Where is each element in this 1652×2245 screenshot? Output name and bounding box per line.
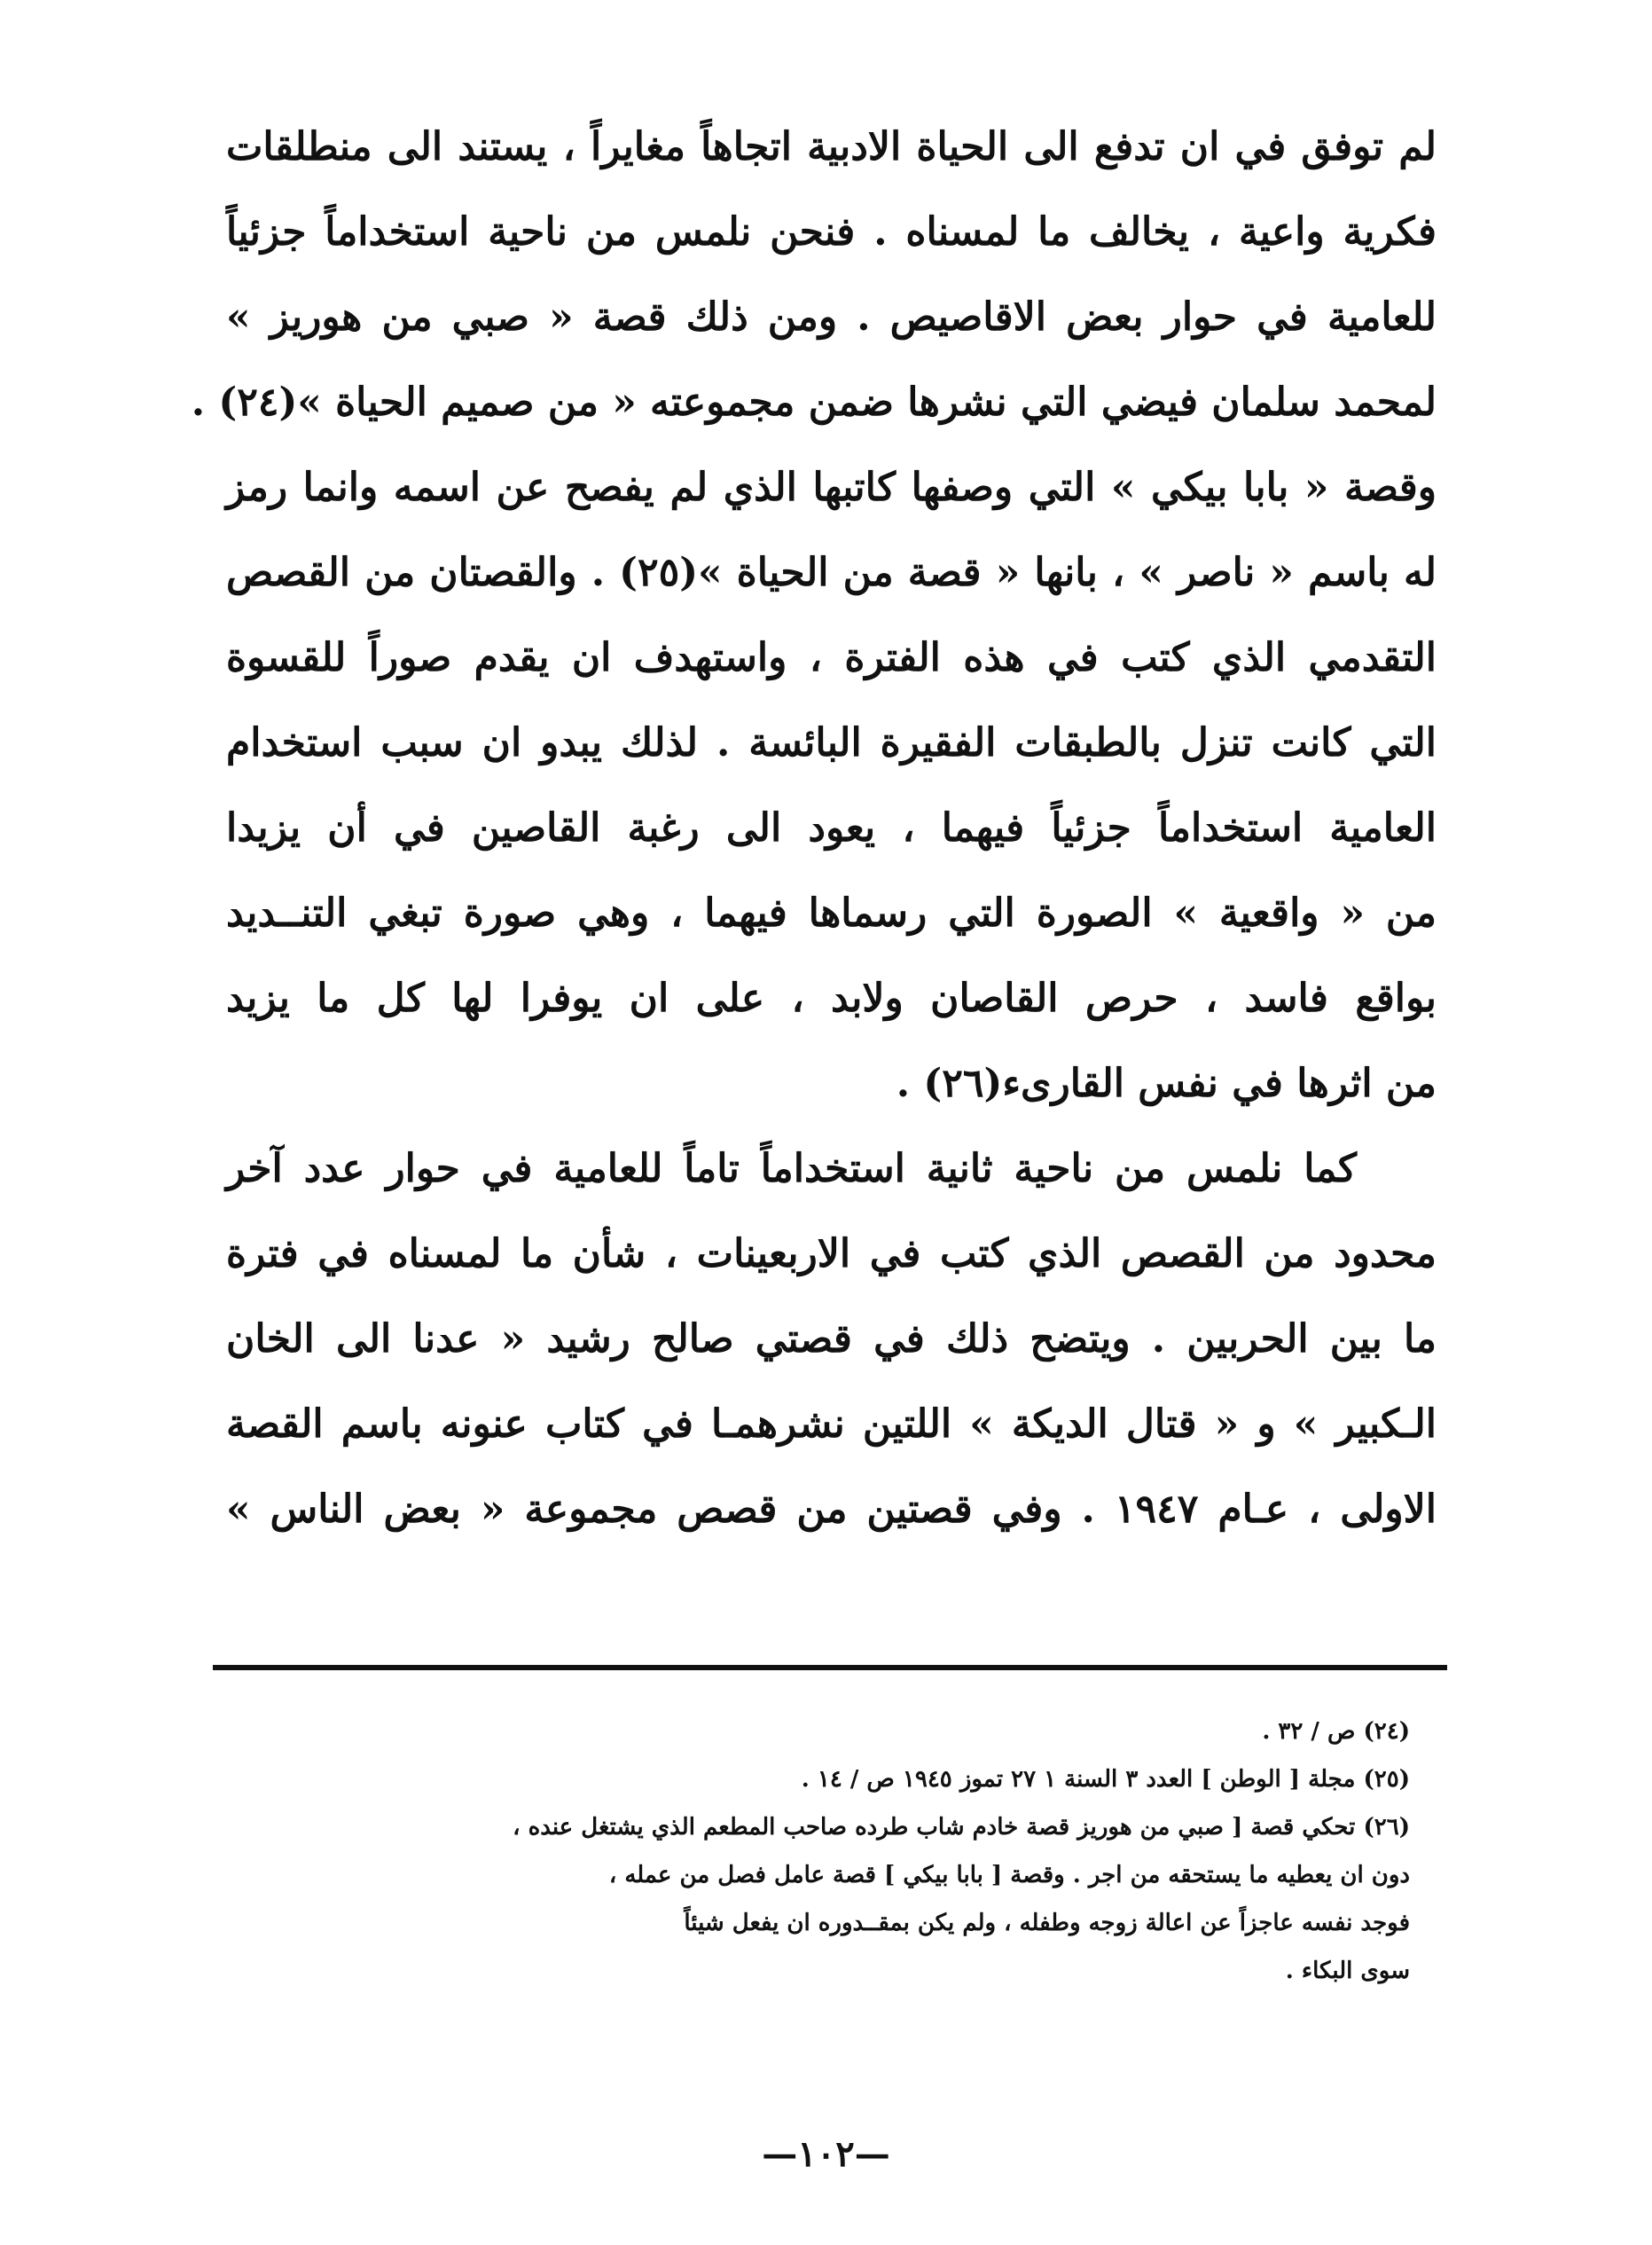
body-line: ما بين الحربين . ويتضح ذلك في قصتي صالح رشيد « عدنا الى الخان xyxy=(226,1316,1437,1362)
body-line: لم توفق في ان تدفع الى الحياة الادبية اتجاهاً مغايراً ، يستند الى منطلقات xyxy=(226,124,1437,169)
body-line: التقدمي الذي كتب في هذه الفترة ، واستهدف ان يقدم صوراً للقسوة xyxy=(226,635,1437,680)
footnote-text: (٢٥) مجلة [ الوطن ] العدد ٣ السنة ١ ٢٧ تموز ١٩٤٥ ص / ١٤ . xyxy=(801,1766,1410,1793)
body-line: العامية استخداماً جزئياً فيهما ، يعود الى رغبة القاصين في أن يزيدا xyxy=(226,805,1437,851)
body-line: للعامية في حوار بعض الاقاصيص . ومن ذلك قصة « صبي من هوريز » xyxy=(226,294,1437,340)
body-line: الـكبير » و « قتال الديكة » اللتين نشرهمـا في كتاب عنونه باسم القصة xyxy=(226,1401,1437,1447)
footnote-text: فوجد نفسه عاجزاً عن اعالة زوجه وطفله ، ولم يكن بمقــدوره ان يفعل شيئاً xyxy=(684,1910,1410,1936)
body-line: لمحمد سلمان فيضي التي نشرها ضمن مجموعته « من صميم الحياة »(٢٤) . xyxy=(191,380,1437,425)
footnotes xyxy=(222,1707,1410,1995)
body-text xyxy=(191,105,1437,1552)
body-line: التي كانت تنزل بالطبقات الفقيرة البائسة . لذلك يبدو ان سبب استخدام xyxy=(226,720,1437,765)
footnote-divider xyxy=(213,1665,1447,1670)
footnote-24 xyxy=(222,1707,1410,1755)
footnote-text: (٢٦) تحكي قصة [ صبي من هوريز قصة خادم شاب طرده صاحب المطعم الذي يشتغل عنده ، xyxy=(513,1814,1410,1841)
body-line: وقصة « بابا بيكي » التي وصفها كاتبها الذي لم يفصح عن اسمه وانما رمز xyxy=(226,465,1437,510)
body-line: من اثرها في نفس القارىء(٢٦) . xyxy=(896,1061,1437,1106)
body-line: من « واقعية » الصورة التي رسماها فيهما ، وهي صورة تبغي التنــديد xyxy=(226,891,1437,936)
footnote-26 xyxy=(222,1803,1410,1995)
footnote-text: سوى البكاء . xyxy=(1285,1958,1410,1984)
body-line: فكرية واعية ، يخالف ما لمسناه . فنحن نلمس من ناحية استخداماً جزئياً xyxy=(226,209,1437,255)
footnote-25 xyxy=(222,1755,1410,1803)
body-line: كما نلمس من ناحية ثانية استخداماً تاماً للعامية في حوار عدد آخر xyxy=(226,1146,1357,1191)
body-line: محدود من القصص الذي كتب في الاربعينات ، شأن ما لمسناه في فترة xyxy=(226,1231,1437,1276)
footnote-text: دون ان يعطيه ما يستحقه من اجر . وقصة [ بابا بيكي ] قصة عامل فصل من عمله ، xyxy=(608,1862,1410,1888)
page-number: —١٠٢— xyxy=(762,2133,890,2175)
footnote-text: (٢٤) ص / ٣٢ . xyxy=(1262,1718,1410,1745)
body-line: الاولى ، عـام ١٩٤٧ . وفي قصتين من قصص مجموعة « بعض الناس » xyxy=(226,1487,1437,1532)
body-line: له باسم « ناصر » ، بانها « قصة من الحياة »(٢٥) . والقصتان من القصص xyxy=(226,550,1437,595)
body-line: بواقع فاسد ، حرص القاصان ولابد ، على ان يوفرا لها كل ما يزيد xyxy=(226,976,1437,1021)
